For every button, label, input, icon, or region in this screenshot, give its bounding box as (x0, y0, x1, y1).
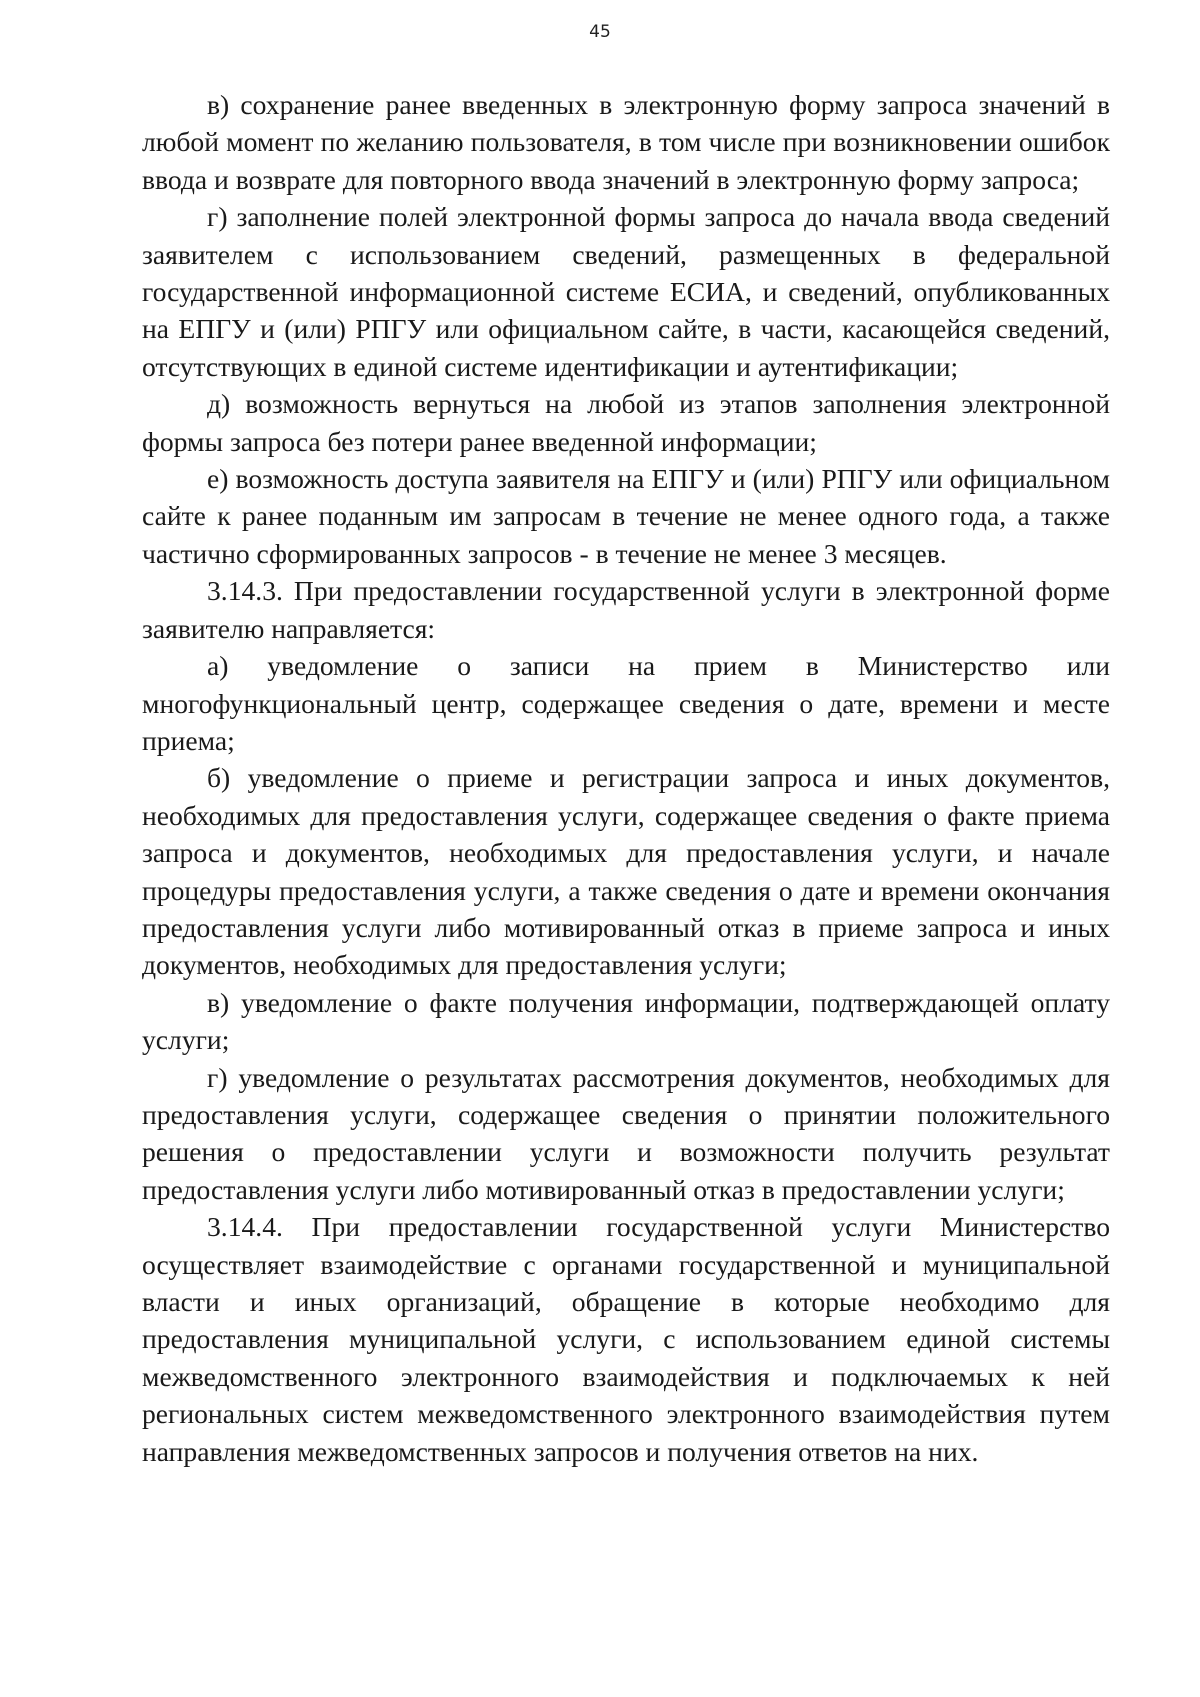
paragraph-g-prefill-fields: г) заполнение полей электронной формы запроса до начала ввода сведений заявителем с использованием сведений, размещенных в федеральной государственной информационной системе ЕСИА, и сведений, опубликованных на ЕПГУ и (или) РПГУ или официальном сайте, в части, касающейся сведений, отсутствующих в единой системе идентификации и аутентификации; (142, 201, 1110, 382)
paragraph-e-access-requests: е) возможность доступа заявителя на ЕПГУ и (или) РПГУ или официальном сайте к ранее поданным им запросам в течение не менее одного года, а также частично сформированных запросов - в течение не менее 3 месяцев. (142, 463, 1110, 569)
page-number: 45 (589, 22, 611, 42)
paragraph-b-registration-notice: б) уведомление о приеме и регистрации запроса и иных документов, необходимых для предоставления услуги, содержащее сведения о факте приема запроса и документов, необходимых для предоставления услуги, и начале процедуры предоставления услуги, а также сведения о дате и времени окончания предоставления услуги либо мотивированный отказ в приеме запроса и иных документов, необходимых для предоставления услуги; (142, 762, 1110, 981)
paragraph-v-payment-notice: в) уведомление о факте получения информации, подтверждающей оплату услуги; (142, 986, 1110, 1056)
document-body (142, 86, 1110, 1470)
paragraph-v-save-values: в) сохранение ранее введенных в электронную форму запроса значений в любой момент по желанию пользователя, в том числе при возникновении ошибок ввода и возврате для повторного ввода значений в электронную форму запроса; (142, 89, 1110, 195)
paragraph-d-return-to-step: д) возможность вернуться на любой из этапов заполнения электронной формы запроса без потери ранее введенной информации; (142, 388, 1110, 457)
paragraph-a-appointment-notice: а) уведомление о записи на прием в Министерство или многофункциональный центр, содержащее сведения о дате, времени и месте приема; (142, 650, 1110, 756)
paragraph-g-result-notice: г) уведомление о результатах рассмотрения документов, необходимых для предоставления услуги, содержащее сведения о принятии положительного решения о предоставлении услуги и возможности получить результат предоставления услуги либо мотивированный отказ в предоставлении услуги; (142, 1061, 1110, 1205)
paragraph-3-14-4: 3.14.4. При предоставлении государственной услуги Министерство осуществляет взаимодействие с органами государственной и муниципальной власти и иных организаций, обращение в которые необходимо для предоставления муниципальной услуги, с использованием единой системы межведомственного электронного взаимодействия и подключаемых к ней региональных систем межведомственного электронного взаимодействия путем направления межведомственных запросов и получения ответов на них. (142, 1211, 1110, 1467)
paragraph-3-14-3: 3.14.3. При предоставлении государственной услуги в электронной форме заявителю направляется: (142, 575, 1110, 644)
